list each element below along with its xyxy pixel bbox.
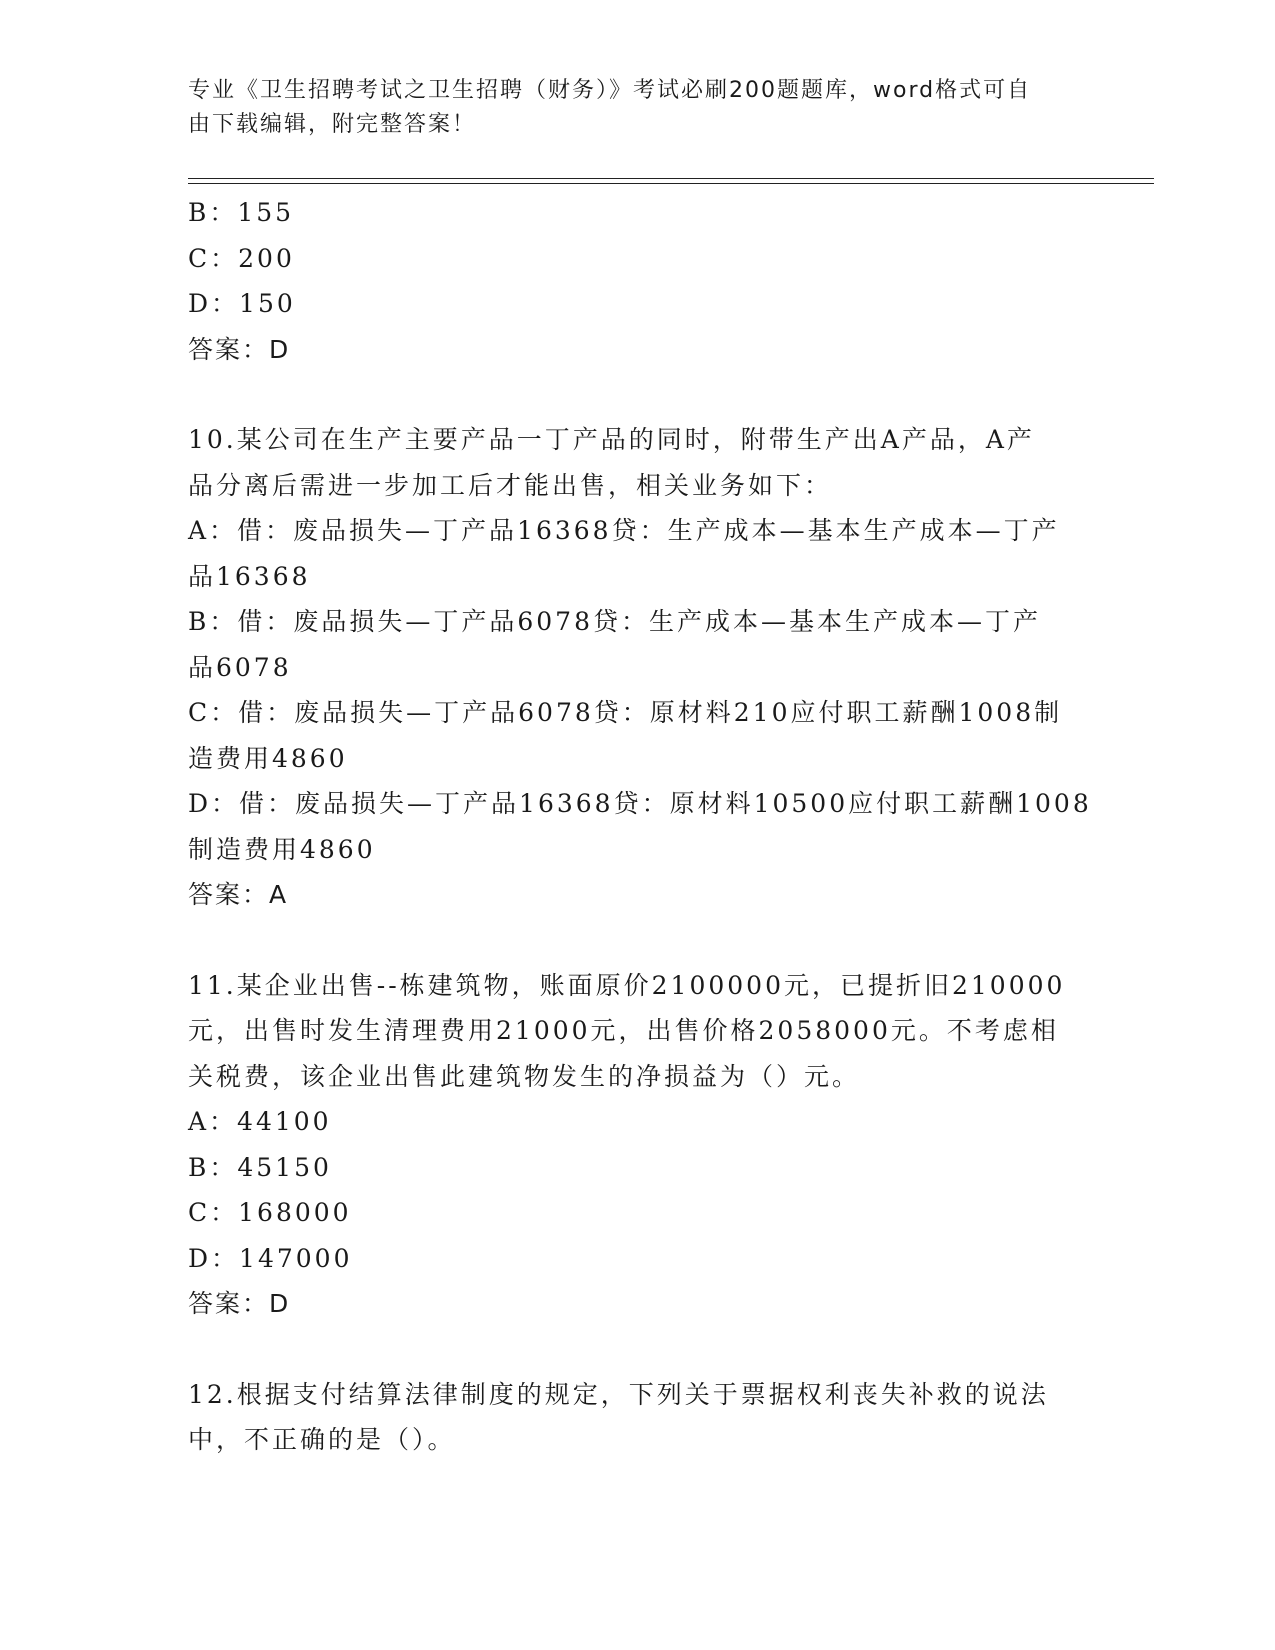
q10-option-d-line-2: 制造费用4860 — [188, 834, 376, 864]
q10-stem-line-1: 10.某公司在生产主要产品一丁产品的同时，附带生产出A产品，A产 — [188, 425, 1035, 454]
header-line-2: 由下载编辑，附完整答案！ — [188, 112, 477, 137]
q11-answer: 答案：D — [188, 1289, 291, 1318]
q11-option-b: B：45150 — [188, 1152, 332, 1182]
q11-stem-line-1: 11.某企业出售--栋建筑物，账面原价2100000元，已提折旧210000 — [188, 970, 1066, 1000]
q10-option-a-line-1: A：借：废品损失—丁产品16368贷：生产成本—基本生产成本—丁产 — [188, 516, 1060, 545]
q9-option-d: D：150 — [188, 289, 296, 318]
q10-option-b-line-2: 品6078 — [188, 652, 292, 682]
spacer — [188, 1327, 1088, 1372]
document-body — [188, 190, 1092, 1463]
q10-option-a-line-2: 品16368 — [188, 561, 311, 591]
q11-option-d: D：147000 — [188, 1243, 353, 1273]
q11-stem-line-3: 关税费，该企业出售此建筑物发生的净损益为（）元。 — [188, 1061, 861, 1091]
q10-stem-line-2: 品分离后需进一步加工后才能出售，相关业务如下： — [188, 470, 833, 500]
header-rule-top — [188, 178, 1154, 179]
q9-option-c: C：200 — [188, 243, 295, 273]
header-rule-bottom — [188, 183, 1154, 184]
question-10 — [188, 417, 1092, 918]
q12-stem-line-1: 12.根据支付结算法律制度的规定，下列关于票据权利丧失补救的说法 — [188, 1379, 1049, 1409]
question-11 — [188, 963, 1088, 1327]
q10-answer: 答案：A — [188, 880, 289, 909]
spacer — [188, 918, 1088, 963]
document-header — [188, 74, 1068, 142]
question-9-tail — [188, 190, 1088, 372]
q10-option-c-line-2: 造费用4860 — [188, 743, 348, 773]
q9-option-b: B：155 — [188, 198, 295, 227]
q10-option-b-line-1: B：借：废品损失—丁产品6078贷：生产成本—基本生产成本—丁产 — [188, 607, 1041, 636]
header-line-1: 专业《卫生招聘考试之卫生招聘（财务）》考试必刷200题题库，word格式可自 — [188, 78, 1032, 103]
spacer — [188, 372, 1088, 417]
question-12 — [188, 1372, 1088, 1463]
q11-stem-line-2: 元，出售时发生清理费用21000元，出售价格2058000元。不考虑相 — [188, 1016, 1059, 1045]
q12-stem-line-2: 中，不正确的是（）。 — [188, 1425, 456, 1454]
q10-option-c-line-1: C：借：废品损失—丁产品6078贷：原材料210应付职工薪酬1008制 — [188, 698, 1063, 727]
q11-option-c: C：168000 — [188, 1198, 352, 1227]
q9-answer: 答案：D — [188, 334, 291, 364]
q10-option-d-line-1: D：借：废品损失—丁产品16368贷：原材料10500应付职工薪酬1008 — [188, 789, 1092, 818]
q11-option-a: A：44100 — [188, 1107, 332, 1136]
